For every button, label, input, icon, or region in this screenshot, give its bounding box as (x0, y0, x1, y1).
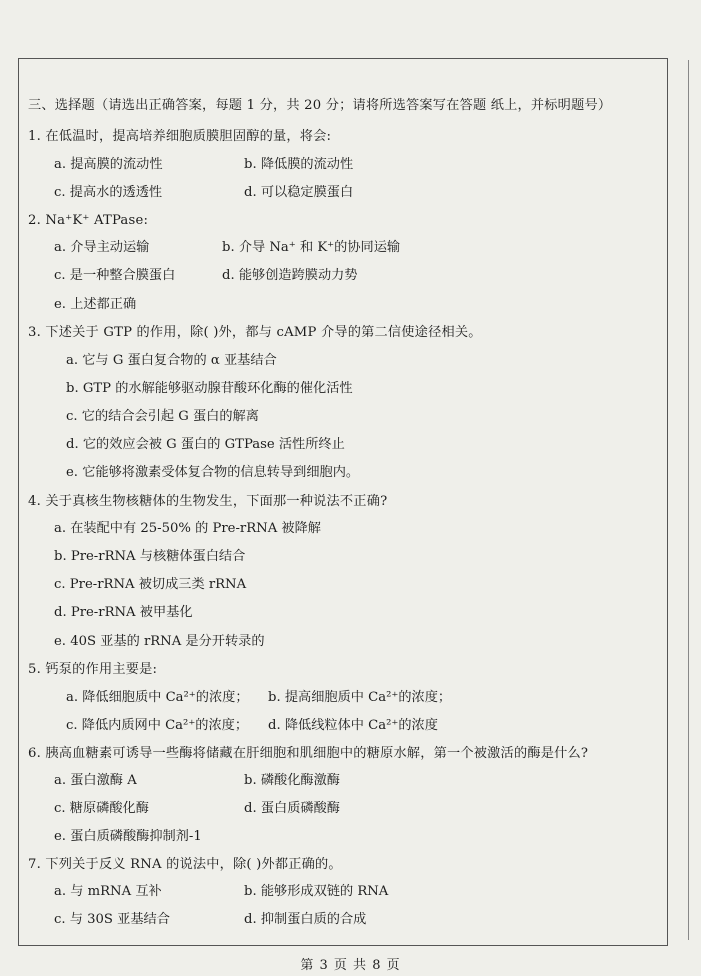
q3-option-b: b. GTP 的水解能够驱动腺苷酸环化酶的催化活性 (66, 381, 353, 396)
q2-option-b: b. 介导 Na⁺ 和 K⁺的协同运输 (222, 240, 401, 255)
q1-option-d: d. 可以稳定膜蛋白 (244, 185, 354, 200)
question-6 (28, 746, 588, 762)
q6-option-d: d. 蛋白质磷酸酶 (244, 801, 340, 816)
question-5 (28, 662, 157, 678)
question-text: 下列关于反义 RNA 的说法中，除( )外都正确的。 (45, 857, 342, 872)
page-footer: 第 3 页 共 8 页 (300, 958, 401, 973)
q6-option-a: a. 蛋白激酶 A (54, 773, 137, 788)
q4-option-b: b. Pre-rRNA 与核糖体蛋白结合 (54, 549, 246, 564)
q3-option-d: d. 它的效应会被 G 蛋白的 GTPase 活性所终止 (66, 437, 345, 452)
question-number: 5. (28, 662, 41, 677)
q3-option-a: a. 它与 G 蛋白复合物的 α 亚基结合 (66, 353, 277, 368)
question-number: 7. (28, 857, 41, 872)
q7-option-c: c. 与 30S 亚基结合 (54, 912, 170, 927)
q2-option-a: a. 介导主动运输 (54, 240, 150, 255)
q1-option-c: c. 提高水的透透性 (54, 185, 163, 200)
question-number: 3. (28, 325, 41, 340)
q4-option-e: e. 40S 亚基的 rRNA 是分开转录的 (54, 634, 265, 649)
question-text: 下述关于 GTP 的作用，除( )外，都与 cAMP 介导的第二信使途径相关。 (45, 325, 482, 340)
q5-option-b: b. 提高细胞质中 Ca²⁺的浓度； (268, 690, 452, 705)
q4-option-a: a. 在装配中有 25-50% 的 Pre-rRNA 被降解 (54, 521, 321, 536)
question-number: 2. (28, 213, 41, 228)
section-header: 三、选择题（请选出正确答案，每题 1 分，共 20 分；请将所选答案写在答题 纸上，并标明题号） (28, 98, 612, 113)
question-3 (28, 325, 482, 341)
q3-option-c: c. 它的结合会引起 G 蛋白的解离 (66, 409, 259, 424)
q4-option-d: d. Pre-rRNA 被甲基化 (54, 605, 193, 620)
question-number: 1. (28, 129, 41, 144)
question-text: 关于真核生物核糖体的生物发生，下面那一种说法不正确? (45, 494, 388, 509)
question-text: 在低温时，提高培养细胞质膜胆固醇的量，将会: (45, 129, 332, 144)
q3-option-e: e. 它能够将激素受体复合物的信息转导到细胞内。 (66, 465, 360, 480)
q1-option-b: b. 降低膜的流动性 (244, 157, 354, 172)
q6-option-b: b. 磷酸化酶激酶 (244, 773, 340, 788)
question-number: 6. (28, 746, 41, 761)
question-4 (28, 494, 387, 510)
q7-option-b: b. 能够形成双链的 RNA (244, 884, 389, 899)
q5-option-c: c. 降低内质网中 Ca²⁺的浓度； (66, 718, 249, 733)
question-number: 4. (28, 494, 41, 509)
q6-option-c: c. 糖原磷酸化酶 (54, 801, 149, 816)
q1-option-a: a. 提高膜的流动性 (54, 157, 163, 172)
question-7 (28, 857, 342, 873)
q2-option-e: e. 上述都正确 (54, 297, 137, 312)
q7-option-a: a. 与 mRNA 互补 (54, 884, 162, 899)
question-1 (28, 129, 331, 145)
next-page-edge (688, 60, 692, 940)
q7-option-d: d. 抑制蛋白质的合成 (244, 912, 367, 927)
q6-option-e: e. 蛋白质磷酸酶抑制剂-1 (54, 829, 202, 844)
q5-option-d: d. 降低线粒体中 Ca²⁺的浓度 (268, 718, 438, 733)
q4-option-c: c. Pre-rRNA 被切成三类 rRNA (54, 577, 247, 592)
q2-option-c: c. 是一种整合膜蛋白 (54, 268, 176, 283)
question-2 (28, 213, 148, 229)
q5-option-a: a. 降低细胞质中 Ca²⁺的浓度； (66, 690, 249, 705)
q2-option-d: d. 能够创造跨膜动力势 (222, 268, 358, 283)
question-text: Na⁺K⁺ ATPase: (45, 213, 149, 228)
question-text: 钙泵的作用主要是: (45, 662, 158, 677)
question-text: 胰高血糖素可诱导一些酶将储藏在肝细胞和肌细胞中的糖原水解，第一个被激活的酶是什么? (45, 746, 589, 761)
